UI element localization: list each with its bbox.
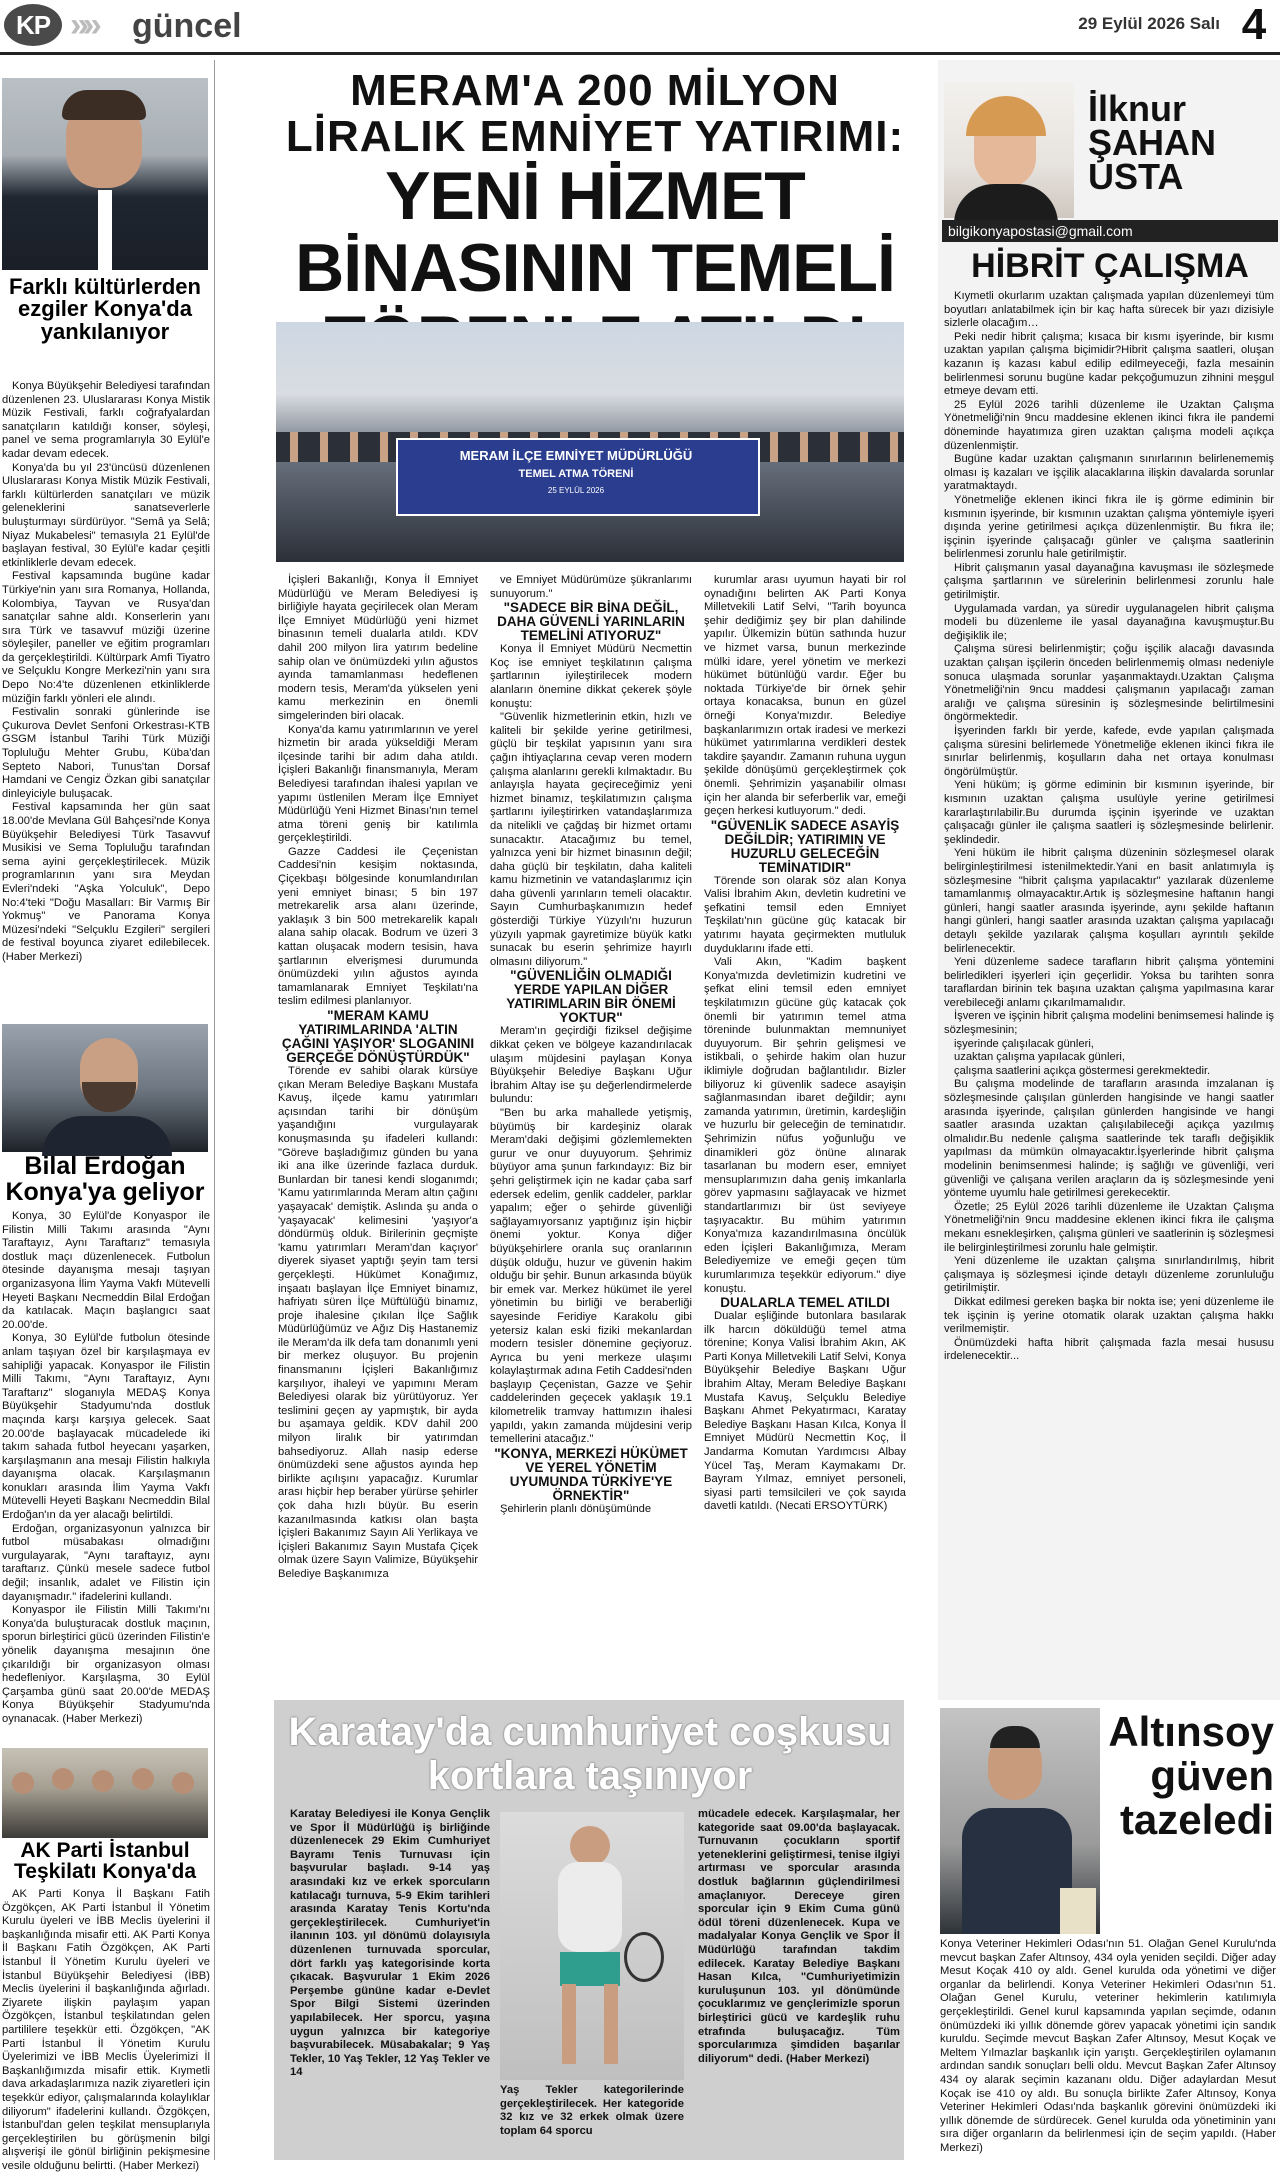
issue-date: 29 Eylül 2026 Salı: [1078, 14, 1220, 33]
subheading: "SADECE BİR BİNA DEĞİL, DAHA GÜVENLİ YARINLARIN TEMELİNİ ATIYORUZ": [497, 600, 685, 644]
ceremony-photo: [276, 322, 904, 562]
main-column-2: [490, 574, 692, 1686]
column-title[interactable]: HİBRİT ÇALIŞMA: [971, 247, 1249, 285]
paragraph: Festival kapsamında bugüne kadar Türkiye'nin yanı sıra Romanya, Hollanda, Kolombiya, Tayvan ve Rusya'dan sanatçılar sahne aldı. Konserlerin yanı sıra Türk ve tasavvuf müziği üzerine söyleşiler, paneller ve eğitim programları da gerçekleştirildi. Kültürpark Amfi Tiyatro ve Selçuklu Kongre Merkezi'nin yanı sıra Depo No:4'te düzenlenen etkinliklerde müziğin farklı yönleri ele alındı.: [2, 570, 210, 705]
author-email[interactable]: bilgikonyapostasi@gmail.com: [942, 220, 1278, 242]
paragraph: Uygulamada vardan, ya süredir uygulanagelen hibrit çalışma modeli bu düzenleme ile yasal dayanağına kavuşmuştur.Bu değişiklik ile;: [944, 602, 1274, 642]
altinsoy-photo: [940, 1708, 1100, 1934]
paragraph: İşyerinden farklı bir yerde, kafede, evde yapılan çalışmada çalışma süresini belirlemede Yönetmeliğe eklenen ikinci fıkra ile sınırlar belirlenmiş, koşulların daha net ortaya konulması öngörülmüştür.: [944, 725, 1274, 778]
paragraph: "Güvenlik hizmetlerinin etkin, hızlı ve kaliteli bir şekilde yerine getirilmesi, güçlü bir teşkilat yapısının yanı sıra çağın ihtiyaçlarına cevap veren modern çalışma alanlarını gerekli kılmaktadır. Bu anlayışla hayata geçireceğimiz yeni hizmet binamız, teşkilatımızın çalışma şartlarını iyileştirirken vatandaşlarımıza da nitelikli ve çağdaş bir hizmet ortamı sunacaktır. Atacağımız bu temel, yalnızca yeni bir hizmet binasının değil; daha güçlü bir teşkilatın, daha kaliteli kamu hizmetinin ve vatandaşlarımız için daha güvenli yarınların temeli olacaktır. Sayın Cumhurbaşkanımızın hedef gösterdiği Türkiye Yüzyılı'nı huzurun yüzyılı yapmak gayretimize büyük katkı sunacak bu eserin şehrimize hayırlı olmasını diliyorum.": [490, 711, 692, 968]
subheading: "MERAM KAMU YATIRIMLARINDA 'ALTIN ÇAĞINI YAŞIYOR' SLOGANINI GERÇEĞE DÖNÜŞTÜRDÜK": [281, 1008, 475, 1065]
main-headline-line1: MERAM'A 200 MİLYON LİRALIK EMNİYET YATIRIMI:: [285, 66, 905, 161]
column-divider: [214, 60, 215, 2160]
paragraph: uzaktan çalışma yapılacak günleri,: [954, 1051, 1126, 1064]
chevrons-icon: »»: [70, 6, 96, 44]
paragraph: 25 Eylül 2026 tarihli düzenleme ile Uzaktan Çalışma Yönetmeliği'nin 9ncu maddesine eklenen ikinci fıkra ile pandemi döneminde hayatımıza giren uzaktan çalışma modeli açıkça düzenlenmiştir.: [944, 398, 1274, 452]
paragraph: Konya'da bu yıl 23'üncüsü düzenlenen Uluslararası Konya Mistik Müzik Festivali, farklı kültürlerden sanatçıları ve müzik geleneklerini sanatseverlerle buluşturmayı sürdürüyor. "Semâ ya Selâ; Niyaz Mukabelesi" temasıyla 21 Eylül'de başlayan festival, 30 Eylül'e kadar çeşitli etkinliklerle devam edecek.: [2, 461, 210, 569]
paragraph: Yönetmeliğe eklenen ikinci fıkra ile iş görme ediminin bir kısmının işyerinde, bir kısmının uzaktan çalışma yöntemiyle işyeri dışında yerine getirilmesi açıkça düzenlenmiştir. Bu fıkra ile; işçinin işyerinde çalışacağı günler ve çalışma saatlerinin belirlenmesi zorunlu hale getirilmiştir.: [944, 493, 1274, 561]
paragraph: Erdoğan, organizasyonun yalnızca bir futbol müsabakası olmadığını vurgulayarak, "Aynı taraftayız, aynı taraftarız. Çünkü mesele sadece futbol değil; insanlık, adalet ve Filistin için dayanışmadır." ifadelerini kullandı.: [2, 1522, 210, 1603]
paragraph: Yeni düzenleme ile uzaktan çalışma sınırlandırılmış, hibrit çalışmaya iş sözleşmesi içinde detaylı düzenleme zorunluluğu getirilmiştir.: [944, 1255, 1274, 1295]
paragraph: kurumlar arası uyumun hayati bir rol oynadığını belirten AK Parti Konya Milletvekili Latif Selvi, "Tarih boyunca şehir dediğimiz şey bir plan dahilinde yapılır. Ülkemizin bütün sathında huzur ve hizmet varsa, bunun merkezinde mülki idare, yerel yönetim ve merkezi hükümet bütünlüğü vardır. Eğer bu noktada Türkiye'de bir örnek şehir ortaya konacaksa, bunun en güzel örneği Konya'mızdır. Belediye başkanlarımızın ortak iradesi ve merkezi hükümet yatırımlarına verdikleri destek takdire şayandır. Zamanın ruhuna uygun şekilde dönüşümü gerçekleştirmek çok önemli. Şehrimizin yaşanabilir olması için her alanda bir seferberlik var, emeği geçen herkesi kutluyorum." dedi.: [704, 574, 906, 818]
erdogan-body: [2, 1210, 210, 1725]
paragraph: "Ben bu arka mahallede yetişmiş, büyümüş bir kardeşiniz olarak Meram'daki değişimi gözlemlemekten gurur ve onur duyuyorum. Şehrimiz büyüyor ama şunun farkındayız: Biz bir şehri geliştirmek için ne kadar çaba sarf edersek edelim, genlik caddeler, parklar yapalım; eğer o şehirde güvenliği sağlayamıyorsanız yaptığınız işin hiçbir önemi yoktur. Konya diğer büyükşehirlere oranla suç oranlarının düşük olduğu, huzur ve güvenin hakim olduğu bir şehir. Bunun arkasında büyük bir emek var. Merkez hükümet ile yerel yönetimin bu birliği ve beraberliği sayesinde Feridiye Karakolu gibi yetersiz kalan eski fiziki mekanlardan modern tesisler dönemine geçiyoruz. Ayrıca bu yeni merkeze ulaşımı kolaylaştırmak adına Fetih Caddesi'nden başlayıp Çeçenistan, Gazze ve Şehir caddelerinden geçecek yaklaşık 19.1 kilometrelik tramvay hattımızın ihalesi yapıldı, yakın zamanda müjdesini verip temellerini atacağız.": [490, 1107, 692, 1446]
banner-date: 25 EYLÜL 2026: [547, 486, 605, 495]
paragraph: İşveren ve işçinin hibrit çalışma modelini benimsemesi halinde iş sözleşmesinin;: [944, 1010, 1274, 1037]
column-body: [944, 290, 1274, 1688]
altinsoy-body: Konya Veteriner Hekimleri Odası'nın 51. Olağan Genel Kurulu'nda mevcut başkan Zafer Altınsoy, 434 oyla yeniden seçildi. Diğer aday Mesut Koçak 410 oy aldı. Genel kurulda oda yönetimi ve diğer organlar da belirlendi. Konya Veteriner Hekimleri Odası'nın 51. Olağan Genel Kurulu, veteriner hekimlerin katılımıyla gerçekleştirildi. Genel kurul kapsamında yapılan seçimde, odanın önümüzdeki iki yıllık dönemde görev yapacak yönetimi için sandık kuruldu. Seçimde mevcut Başkan Zafer Altınsoy, Mesut Koçak ve Meltem Yılmazlar başkanlık için yarıştı. Gerçekleştirilen oylamanın ardından sandık sonuçları belli oldu. Mevcut Başkan Zafer Altınsoy 434 oy alarak seçimin kazananı oldu. Diğer adaylardan Mesut Koçak ise 410 oy aldı. Bu sonuçla birlikte Zafer Altınsoy, Konya Veteriner Hekimleri Odası'nda başkanlık görevini önümüzdeki iki yıllık dönemde de sürdürecek. Genel kurulda oda yönetiminin yanı sıra diğer organların da belirlenmesi için de seçim yapıldı. (Haber Merkezi): [940, 1938, 1276, 2154]
paragraph: Konya'da kamu yatırımlarının ve yerel hizmetin bir arada yükseldiği Meram ilçesinde tarihi bir adım daha atıldı. İçişleri Bakanlığı finansmanıyla, Meram Belediyesi tarafından ihalesi yapılan ve yapımı üstlenilen Meram İlçe Emniyet Müdürlüğü Yeni Hizmet Binası'nın temel atma töreni geniş bir katılımla gerçekleştirildi.: [278, 723, 478, 845]
erdogan-title[interactable]: Bilal Erdoğan Konya'ya geliyor: [5, 1152, 205, 1206]
festival-photo: [2, 78, 208, 270]
paragraph: Meram'ın geçirdiği fiziksel değişime dikkat çeken ve bölgeye kazandırılacak ulaşım müjdesini paylaşan Konya Büyükşehir Belediye Başkanı Uğur İbrahim Altay ise şu değerlendirmelerde bulundu:: [490, 1025, 692, 1106]
author-photo: [944, 82, 1074, 218]
paragraph: Bugüne kadar uzaktan çalışmanın sınırlarının belirlenememiş olması iş kazaları ve işçilik alacaklarına ilişkin davalarda sorunlar yaratmaktaydı.: [944, 453, 1274, 493]
paragraph: Özetle; 25 Eylül 2026 tarihli düzenleme ile Uzaktan Çalışma Yönetmeliği'nin 9ncu maddesine eklenen ikinci fıkra ile çalışma mekanı esnekleşirken, çalışma günleri ve saatlerinin iş sözleşmesi ile belirginleştirilmesi zorunlu hale gelmiştir.: [944, 1200, 1274, 1254]
banner-subtitle: TEMEL ATMA TÖRENİ: [518, 468, 634, 480]
main-headline-line2: YENİ HİZMET BİNASININ TEMELİ: [295, 158, 895, 306]
paragraph: Konya, 30 Eylül'de futbolun ötesinde anlam taşıyan özel bir karşılaşmaya ev sahipliği yapacak. Konyaspor ile Filistin Milli Takımı, "Aynı Taraftayız, Aynı Taraftarız" sloganıyla MEDAŞ Konya Büyükşehir Stadyumu'nda dostluk maçında karşı karşıya gelecek. Saat 20.00'de başlayacak mücadelede iki takım sahada futbol heyecanı yaşarken, karşılaşmanın ana mesajı Filistin halkıyla dayanışma olacak. Karşılaşmanın konukları arasında İlim Yayma Vakfı Mütevelli Heyeti Başkanı Necmeddin Bilal Erdoğan'ın da yer alacağı belirtildi.: [2, 1332, 210, 1522]
altinsoy-title[interactable]: Altınsoy güven tazeledi: [1108, 1708, 1274, 1843]
paragraph: Kıymetli okurlarım uzaktan çalışmada yapılan düzenlemeyi tüm boyutları anlatabilmek için bir kaç hafta sürecek bir yazı dizisiyle sizlerle olacağım…: [944, 290, 1274, 330]
paragraph: Konyaspor ile Filistin Milli Takımı'nı Konya'da buluşturacak dostluk maçının, sporun birleştirici gücü üzerinden Filistin'e yönelik dayanışma mesajının öne çıkarıldığı bir organizasyon olması hedefleniyor. Karşılaşma, 30 Eylül Çarşamba günü saat 20.00'de MEDAŞ Konya Büyükşehir Stadyumu'nda oynanacak. (Haber Merkezi): [2, 1604, 210, 1725]
paragraph: Törende son olarak söz alan Konya Valisi İbrahim Akın, devletin kudretini ve şefkatini temsil eden Emniyet Teşkilatı'nın gücüne güç katacak bir yatırımı hayata geçirmekten mutluluk duyduklarını ifade etti.: [704, 874, 906, 955]
paragraph: Konya Büyükşehir Belediyesi tarafından düzenlenen 23. Uluslararası Konya Mistik Müzik Festivali, farklı coğrafyalardan sanatçıların katıldığı konser, söyleşi, panel ve sema programlarıyla 30 Eylül'e kadar devam edecek.: [2, 380, 210, 460]
paragraph: Şehirlerin planlı dönüşümünde: [500, 1502, 652, 1515]
tennis-photo: [500, 1812, 684, 2080]
paragraph: Yeni hüküm ile hibrit çalışma düzeninin sözleşmesel olarak belirginleştirilmesi istenilmektedir.Yani en basit anlatımıyla iş sözleşmesine "hibrit çalışma yapılacaktır" yazılarak düzenleme tamamlanmış olmayacaktır.Artık iş sözleşmesine haftanın hangi günleri, hangi saatler arasında işyerinde, aynı şekilde haftanın hangi günleri, hangi saatler arasında uzaktan çalışma yapılacağı detaylı şekilde yazılarak çalışma koşulları ayrıntılı şekilde belirlenecektir.: [944, 847, 1274, 955]
paragraph: Dualar eşliğinde butonlara basılarak ilk harcın döküldüğü temel atma törenine; Konya Valisi İbrahim Akın, AK Parti Konya Milletvekili Latif Selvi, Konya Büyükşehir Belediye Başkanı Uğur İbrahim Altay, Meram Belediye Başkanı Mustafa Kavuş, Selçuklu Belediye Başkanı Ahmet Pekyatırmacı, Karatay Belediye Başkanı Hasan Kılca, Konya İl Emniyet Müdürü Necmettin Koç, İl Jandarma Komutan Yardımcısı Albay Yücel Taş, Meram Kaymakamı Dr. Bayram Yılmaz, emniyet personeli, siyasi parti temsilcileri ve çok sayıda davetli katıldı. (Necati ERSOYTÜRK): [704, 1310, 906, 1513]
paragraph: Yeni hüküm; iş görme ediminin bir kısmının işyerinde, bir kısmının uzaktan çalışma usulüyle yerine getirilmesi kararlaştırılabilir.Bu durumda işçinin işyerinde ve uzaktan çalışacağı günler ile çalışma saatleri iş sözleşmesinde belirlenir. şeklindedir.: [944, 779, 1274, 846]
paragraph: Törende ev sahibi olarak kürsüye çıkan Meram Belediye Başkanı Mustafa Kavuş, ilçede kamu yatırımları açısından tarihi bir dönüşüm yaşandığını vurgulayarak konuşmasında şu ifadeleri kullandı: "Göreve başladığımız günden bu yana iki ana ilke üzerinde fazlaca durduk. Bunlardan bir tanesi kendi sloganımdı; 'Kamu yatırımlarında Meram altın çağını yaşayacak' demiştik. Aslında şu anda o 'yaşayacak' kelimesini 'yaşıyor'a döndürmüş olduk. Birilerinin geçmişte 'kamu yatırımları Meram'dan kaçıyor' diyerek siyaset yaptığı şeyin tam tersi gerçekleşti. Hükümet Konağımız, inşaatı başlayan İlçe Emniyet binamız, hafriyatı süren İlçe Müftülüğü binamız, proje ihalesine çıkılan İlçe Sağlık Müdürlüğümüz ve Ağız Diş Hastanemiz ile Meram'da ilk defa tam donanımlı yeni bir merkez oluşuyor. Bu projenin finansmanını İçişleri Bakanlığımız karşılıyor, ihaleyi ve yapımını Meram Belediyesi olarak biz yürütüyoruz. Yer teslimini geçen ay yapmıştık, bir ayda bu aşamaya geldik. KDV dahil 200 milyon liralık bir yatırımdan bahsediyoruz. Allah nasip ederse önümüzdeki sene ağustos ayında hep birlikte açılışını yapacağız. Kurumlar arası hiçbir hep beraber yürürse şehirler çok daha hızlı büyür. Bu eserin kazanılmasında katkısı olan başta İçişleri Bakanımız Sayın Ali Yerlikaya ve İçişleri Bakanımız Sayın Mustafa Çiçek olmak üzere Sayın Valimize, Büyükşehir Belediye Başkanımıza: [278, 1065, 478, 1580]
paragraph: İçişleri Bakanlığı, Konya İl Emniyet Müdürlüğü ve Meram Belediyesi iş birliğiyle hayata geçirilecek olan Meram İlçe Emniyet Müdürlüğü yeni hizmet binasının temeli dualarla atıldı. KDV dahil 200 milyon lira yatırım bedeline sahip olan ve önümüzdeki yılın ağustos ayında tamamlanması hedeflenen modern tesis, Meram'da yükselen yeni kamu merkezinin en önemli simgelerinden biri olacak.: [278, 574, 478, 722]
subheading: "KONYA, MERKEZİ HÜKÜMET VE YEREL YÖNETİM UYUMUNDA TÜRKİYE'YE ÖRNEKTİR": [494, 1445, 688, 1503]
paragraph: Dikkat edilmesi gereken başka bir nokta ise; yeni düzenleme ile tek işçinin iş yerine otomatik olarak uzaktan çalışma hakkı verilmemiştir.: [944, 1295, 1274, 1336]
subheading: "GÜVENLİK SADECE ASAYİŞ DEĞİLDİR; YATIRIMIN VE HUZURLU GELECEĞİN TEMİNATIDIR": [710, 817, 900, 875]
akparti-photo: [2, 1748, 208, 1838]
paragraph: Yeni düzenleme sadece tarafların hibrit çalışma yöntemini belirledikleri işyerleri için geçerlidir. Yoksa bu tarihten sonra taraflardan birinin tek başına uzaktan çalışma yapılmasına karar verebileceği anlamı çıkarılmamalıdır.: [944, 956, 1274, 1009]
paragraph: Konya İl Emniyet Müdürü Necmettin Koç ise emniyet teşkilatının çalışma şartlarının iyileştirilecek modern alanların önemine dikkat çekerek şöyle konuştu:: [490, 643, 692, 710]
erdogan-photo: [2, 1024, 208, 1152]
paragraph: Çalışma süresi belirlenmiştir; çoğu işçilik alacağı davasında uzaktan çalışan işçilerin önceden belirlenmemiş olması nedeniyle sonuca ulaşmada sorunlar yaşanmaktaydı.Uzaktan Çalışma Yönetmeliği'nin 9ncu maddesi çalışmanın yapılacağı zaman aralığı ve çalışma süresinin iş sözleşmesinde belirtilmesini öngörmektedir.: [944, 643, 1274, 724]
paragraph: Hibrit çalışmanın yasal dayanağına kavuşması ile sözleşmede çalışma şartlarının ve sürelerinin belirlenmesi zorunlu hale getirilmiştir.: [944, 561, 1274, 602]
paragraph: Festival kapsamında her gün saat 18.00'de Mevlana Gül Bahçesi'nde Konya Büyükşehir Belediyesi Türk Tasavvuf Musikisi ve Sema Topluluğu tarafından sema ayini gerçekleştirilecek. Müzik programlarının yanı sıra Meydan Evleri'ndeki "Aşka Yolculuk", Depo No:4'teki "Doğu Masalları: Bir Varmış Bir Yokmuş" ve Panorama Konya Müzesi'ndeki "Selçuklu Ezgileri" sergileri de festival boyunca ziyaret edilebilecek. (Haber Merkezi): [2, 801, 210, 963]
paragraph: Vali Akın, "Kadim başkent Konya'mızda devletimizin kudretini ve şefkat elini temsil eden emniyet teşkilatımızın gücüne güç katacak çok önemli bir yatırımın temel atma töreninde bulunmaktan memnuniyet duyuyorum. Bir şehrin gelişmesi ve istikbali, o şehirde hakim olan huzur iklimiyle doğrudan bağlantılıdır. Bizler biliyoruz ki güvenlik sadece asayişin sağlanmasından ibaret değildir; aynı zamanda yatırımın, üretimin, kardeşliğin ve huzurlu bir geleceğin de teminatıdır. Şehrimizin nüfus yoğunluğu ve dinamikleri göz önüne alınarak tasarlanan bu modern eser, emniyet mensuplarımızın daha geniş imkanlarla görev yapmasını sağlayacak ve hizmet standartlarımızı bir üst seviyeye taşıyacaktır. Bu mühim yatırımın Konya'mıza kazandırılmasına öncülük eden İçişleri Bakanlığımıza, Meram Belediyemize ve emeği geçen tüm kurumlarımıza teşekkür ediyorum." diye konuştu.: [704, 956, 906, 1295]
paragraph: Bu çalışma modelinde de tarafların arasında imzalanan iş sözleşmesinde çalışılan günlerden hangisinde ve hangi saatler arasında işyerinde, çalışılan günlerden hangisinde ve hangi saatler arasında uzaktan çalışılabileceği açıkça yazılmış olmalıdır.Bu nedenle çalışma saatlerinde tek taraflı değişiklik yapılması da mümkün olmayacaktır.İşyerlerinde hibrit çalışma modelinin benimsenmesi halinde; iş sağlığı ve güvenliği, veri güvenliği ve çalışana verilen araçların da iş sözleşmesinde yeni yönteme uyumlu hale getirilmesi gerekecektir.: [944, 1078, 1274, 1200]
section-title: güncel: [132, 7, 242, 45]
paragraph: Önümüzdeki hafta hibrit çalışmada fazla mesai hususu irdelenecektir...: [944, 1336, 1274, 1363]
newspaper-logo[interactable]: KP: [4, 4, 62, 46]
subheading: "GÜVENLİĞİN OLMADIĞI YERDE YAPILAN DİĞER YATIRIMLARIN BİR ÖNEMİ YOKTUR": [506, 968, 676, 1026]
paragraph: işyerinde çalışılacak günleri,: [954, 1037, 1094, 1050]
karatay-title[interactable]: Karatay'da cumhuriyet coşkusu kortlara taşınıyor: [288, 1710, 892, 1798]
paragraph: AK Parti Konya İl Başkanı Fatih Özgökçen, AK Parti İstanbul İl Yönetim Kurulu üyeleri ve İBB Meclis üyelerini il başkanlığında misafir etti. AK Parti Konya İl Başkanı Fatih Özgökçen, AK Parti İstanbul İl Yönetim Kurulu üyeleri ve İstanbul Büyükşehir Belediyesi (İBB) Meclis üyelerini il başkanlığında ağırladı. Ziyarete ilişkin paylaşım yapan Özgökçen, İstanbul teşkilatından gelen partililere teşekkür etti. Özgökçen, "AK Parti İstanbul İl Yönetim Kurulu Üyelerimizi ve İBB Meclis Üyelerimizi İl Başkanlığımızda misafir ettik. Kıymetli dava arkadaşlarımıza nazik ziyaretleri için teşekkür ediyor, çalışmalarında kolaylıklar diliyorum" ifadelerini kullandı. Özgökçen, İstanbul'dan gelen teşkilat mensuplarıyla gerçekleştirilen bu görüşmenin bilgi alışverişi ile gönül birliğinin pekişmesine vesile olduğunu belirtti. (Haber Merkezi): [2, 1888, 210, 2172]
subheading: DUALARLA TEMEL ATILDI: [720, 1295, 890, 1311]
main-column-3: [704, 574, 906, 1686]
paragraph: Konya, 30 Eylül'de Konyaspor ile Filistin Milli Takımı arasında "Aynı Taraftayız, Aynı Taraftarız" temasıyla dostluk maçı düzenlenecek. Futbolun ötesinde dayanışma mesajı taşıyan organizasyona İlim Yayma Vakfı Mütevelli Heyeti Başkanı Necmeddin Bilal Erdoğan da katılacak. Maçın başlangıcı saat 20.00'de.: [2, 1210, 210, 1331]
author-name: İlknur ŞAHAN USTA: [1088, 88, 1217, 197]
akparti-title[interactable]: AK Parti İstanbul Teşkilatı Konya'da: [14, 1839, 196, 1884]
paragraph: Festivalin sonraki günlerinde ise Çukurova Devlet Senfoni Orkestrası-KTB GSGM İstanbul Tarihi Türk Müziği Topluluğu Mehter Grubu, Küba'dan Septeto Nabori, Tunus'tan Dorsaf Hamdani ve Cengiz Özkan gibi sanatçılar dinleyiciyle buluşacak.: [2, 706, 210, 800]
tennis-caption: Yaş Tekler kategorilerinde gerçekleştirilecek. Her kategoride 32 kız ve 32 erkek olmak üzere toplam 64 sporcu: [500, 2084, 684, 2137]
paragraph: Gazze Caddesi ile Çeçenistan Caddesi'nin kesişim noktasında, Çiçekbaşı bölgesinde konumlandırılan yeni emniyet binası; 5 bin 197 metrekarelik arsa alanı üzerinde, yaklaşık 3 bin 500 metrekarelik kapalı alana sahip olacak. Bodrum ve üzeri 3 kattan oluşacak modern tesisin, hava şartlarının elverişmesi durumunda önümüzdeki yılın ağustos ayında tamamlanarak Emniyet Teşkilatı'na teslim edilmesi planlanıyor.: [278, 845, 478, 1008]
karatay-left-body: Karatay Belediyesi ile Konya Gençlik ve Spor İl Müdürlüğü iş birliğinde düzenlenecek 29 Ekim Cumhuriyet Bayramı Tenis Turnuvası için başvurular başladı. 9-14 yaş arasındaki kız ve erkek sporcuların katılacağı turnuva, 5-9 Ekim tarihleri arasında Karatay Tenis Kortu'nda gerçekleştirilecek. Cumhuriyet'in ilanının 103. yıl dönümü dolayısıyla düzenlenen turnuvada sporcular, dört farklı yaş kategorisinde korta çıkacak. Başvurular 1 Ekim 2026 Perşembe gününe kadar e-Devlet Spor Bilgi Sistemi üzerinden yapılabilecek. Her sporcu, yaşına uygun yalnızca bir kategoriye başvurabilecek. Müsabakalar; 9 Yaş Tekler, 10 Yaş Tekler, 12 Yaş Tekler ve 14: [290, 1808, 490, 2079]
paragraph: ve Emniyet Müdürümüze şükranlarımı sunuyorum.": [490, 574, 692, 600]
main-column-1: [278, 574, 478, 1686]
paragraph: Peki nedir hibrit çalışma; kısaca bir kısmı işyerinde, bir kısmı uzaktan yapılan çalışma biçimidir?Hibrit çalışma saatleri, oluşan kazanın iş kazası kabul edilip edilmeyeceği, fazla mesainin belirlenmesi sorunu bugüne kadar pekçoğumuzun zihnini meşgul etmeye devam etti.: [944, 330, 1274, 398]
karatay-right-body: mücadele edecek. Karşılaşmalar, her kategoride saat 09.00'da başlayacak. Turnuvanın çocukların sportif yeteneklerini geliştirmesi, tenise ilgiyi artırması ve sporcular arasında dostluk bağlarının güçlendirilmesi amaçlanıyor. Dereceye giren sporcular için 9 Ekim Cuma günü ödül töreni düzenlenecek. Kupa ve madalyalar Konya Gençlik ve Spor İl Müdürlüğü tarafından takdim edilecek. Karatay Belediye Başkanı Hasan Kılca, "Cumhuriyetimizin kuruluşunun 103. yıl dönümünde çocuklarımız ve gençlerimizle sporun birleştirici gücü ve kardeşlik ruhu etrafında buluşacağız. Tüm sporcularımıza şimdiden başarılar diliyorum" dedi. (Haber Merkezi): [698, 1808, 900, 2065]
paragraph: çalışma saatlerini açıkça göstermesi gerekmektedir.: [954, 1064, 1211, 1077]
page-number: 4: [1241, 0, 1267, 49]
akparti-body: [2, 1888, 210, 2172]
banner-text: MERAM İLÇE EMNİYET MÜDÜRLÜĞÜ: [459, 448, 693, 463]
festival-body: [2, 380, 210, 1000]
festival-title[interactable]: Farklı kültürlerden ezgiler Konya'da yankılanıyor: [9, 274, 201, 344]
